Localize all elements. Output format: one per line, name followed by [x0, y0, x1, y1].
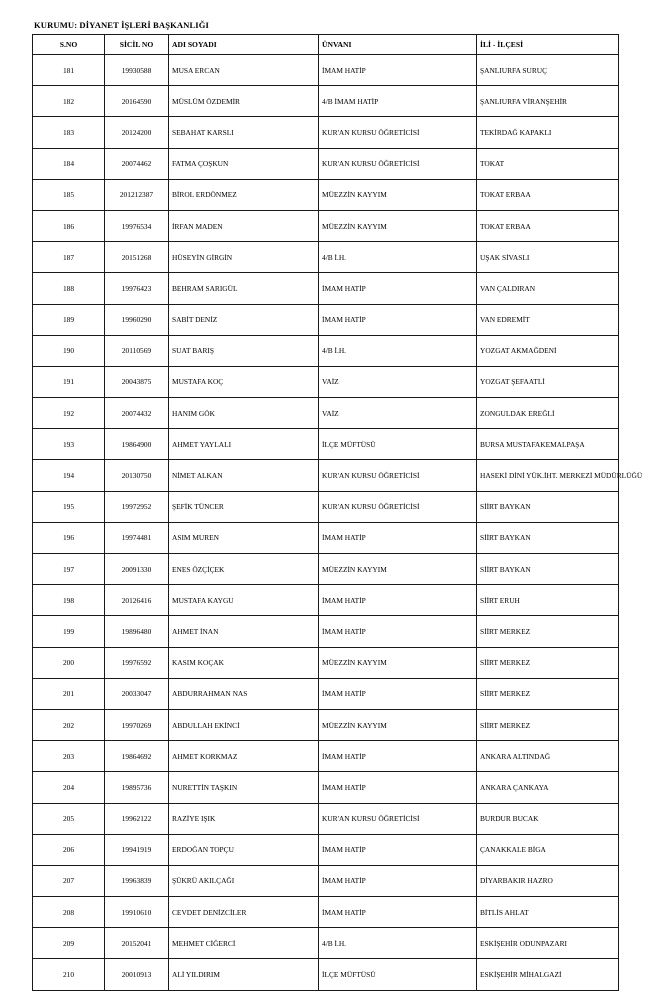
cell-province-district: SİİRT BAYKAN: [477, 491, 619, 522]
cell-province-district: DİYARBAKIR HAZRO: [477, 865, 619, 896]
cell-province-district: YOZGAT ŞEFAATLİ: [477, 366, 619, 397]
cell-title: 4/B İ.H.: [319, 928, 477, 959]
cell-name: SABİT DENİZ: [169, 304, 319, 335]
cell-sicil-no: 20126416: [105, 585, 169, 616]
cell-name: ERDOĞAN TOPÇU: [169, 834, 319, 865]
cell-sno: 204: [33, 772, 105, 803]
institution-title: KURUMU: DİYANET İŞLERİ BAŞKANLIĞI: [34, 20, 209, 30]
cell-name: HANIM GÖK: [169, 398, 319, 429]
cell-name: HÜSEYİN GİRGİN: [169, 242, 319, 273]
cell-province-district: HASEKİ DİNİ YÜK.İHT. MERKEZİ MÜDÜRLÜĞÜ: [477, 460, 619, 491]
cell-name: KASIM KOÇAK: [169, 647, 319, 678]
table-row: [33, 522, 619, 553]
cell-title: KUR'AN KURSU ÖĞRETİCİSİ: [319, 117, 477, 148]
cell-sno: 197: [33, 554, 105, 585]
table-row: [33, 803, 619, 834]
table-row: [33, 429, 619, 460]
cell-sicil-no: 19974481: [105, 522, 169, 553]
cell-province-district: TOKAT ERBAA: [477, 210, 619, 241]
cell-sicil-no: 20033047: [105, 678, 169, 709]
cell-name: MÜSLÜM ÖZDEMİR: [169, 86, 319, 117]
table-row: [33, 335, 619, 366]
cell-title: İMAM HATİP: [319, 897, 477, 928]
column-header-name: ADI SOYADI: [169, 35, 319, 55]
cell-sno: 183: [33, 117, 105, 148]
cell-title: VAİZ: [319, 398, 477, 429]
cell-province-district: ŞANLIURFA SURUÇ: [477, 55, 619, 86]
cell-sno: 189: [33, 304, 105, 335]
table-row: [33, 772, 619, 803]
table-row: [33, 678, 619, 709]
cell-province-district: ESKİŞEHİR MİHALGAZİ: [477, 959, 619, 990]
table-row: [33, 242, 619, 273]
cell-province-district: TEKİRDAĞ KAPAKLI: [477, 117, 619, 148]
cell-sicil-no: 20152041: [105, 928, 169, 959]
cell-name: BİROL ERDÖNMEZ: [169, 179, 319, 210]
cell-name: CEVDET DENİZCİLER: [169, 897, 319, 928]
cell-sicil-no: 19930588: [105, 55, 169, 86]
cell-title: MÜEZZİN KAYYIM: [319, 179, 477, 210]
cell-sno: 209: [33, 928, 105, 959]
cell-name: ALİ YILDIRIM: [169, 959, 319, 990]
cell-sicil-no: 19896480: [105, 616, 169, 647]
cell-sno: 186: [33, 210, 105, 241]
cell-title: İMAM HATİP: [319, 304, 477, 335]
cell-title: İMAM HATİP: [319, 55, 477, 86]
cell-province-district: SİİRT BAYKAN: [477, 522, 619, 553]
cell-sno: 188: [33, 273, 105, 304]
cell-province-district: VAN ÇALDIRAN: [477, 273, 619, 304]
column-header-sno: S.NO: [33, 35, 105, 55]
cell-name: FATMA ÇOŞKUN: [169, 148, 319, 179]
cell-sno: 185: [33, 179, 105, 210]
cell-name: ABDULLAH EKİNCİ: [169, 709, 319, 740]
cell-sno: 191: [33, 366, 105, 397]
cell-name: ENES ÖZÇİÇEK: [169, 554, 319, 585]
cell-province-district: ESKİŞEHİR ODUNPAZARI: [477, 928, 619, 959]
cell-name: MUSA ERCAN: [169, 55, 319, 86]
cell-name: MUSTAFA KOÇ: [169, 366, 319, 397]
cell-title: İMAM HATİP: [319, 522, 477, 553]
table-row: [33, 741, 619, 772]
table-header: [33, 35, 619, 55]
cell-sno: 190: [33, 335, 105, 366]
cell-name: ASIM MUREN: [169, 522, 319, 553]
cell-sicil-no: 20074462: [105, 148, 169, 179]
cell-name: ŞÜKRÜ AKILÇAĞI: [169, 865, 319, 896]
table-row: [33, 928, 619, 959]
cell-title: MÜEZZİN KAYYIM: [319, 554, 477, 585]
cell-sno: 198: [33, 585, 105, 616]
cell-province-district: YOZGAT AKMAĞDENİ: [477, 335, 619, 366]
cell-province-district: SİİRT MERKEZ: [477, 709, 619, 740]
cell-title: KUR'AN KURSU ÖĞRETİCİSİ: [319, 460, 477, 491]
cell-sicil-no: 20010913: [105, 959, 169, 990]
cell-sno: 196: [33, 522, 105, 553]
cell-province-district: VAN EDREMİT: [477, 304, 619, 335]
cell-sicil-no: 19972952: [105, 491, 169, 522]
column-header-sicil-no: SİCİL NO: [105, 35, 169, 55]
cell-title: İMAM HATİP: [319, 741, 477, 772]
cell-title: MÜEZZİN KAYYIM: [319, 647, 477, 678]
table-row: [33, 709, 619, 740]
cell-name: ŞEFİK TÜNCER: [169, 491, 319, 522]
cell-sno: 195: [33, 491, 105, 522]
cell-title: İLÇE MÜFTÜSÜ: [319, 429, 477, 460]
cell-sicil-no: 19864692: [105, 741, 169, 772]
cell-sicil-no: 20124200: [105, 117, 169, 148]
cell-province-district: ANKARA ÇANKAYA: [477, 772, 619, 803]
cell-sno: 205: [33, 803, 105, 834]
cell-title: KUR'AN KURSU ÖĞRETİCİSİ: [319, 491, 477, 522]
cell-sno: 184: [33, 148, 105, 179]
cell-sno: 181: [33, 55, 105, 86]
cell-sno: 201: [33, 678, 105, 709]
personnel-table: [32, 34, 643, 991]
table-row: [33, 460, 619, 491]
header-row: [33, 35, 619, 55]
table-row: [33, 398, 619, 429]
cell-province-district: UŞAK SİVASLI: [477, 242, 619, 273]
cell-title: İMAM HATİP: [319, 865, 477, 896]
table-body: [33, 55, 643, 991]
cell-sicil-no: 19895736: [105, 772, 169, 803]
cell-title: 4/B İMAM HATİP: [319, 86, 477, 117]
table-row: [33, 366, 619, 397]
cell-sno: 187: [33, 242, 105, 273]
cell-province-district: SİİRT MERKEZ: [477, 616, 619, 647]
cell-province-district: TOKAT: [477, 148, 619, 179]
cell-title: İMAM HATİP: [319, 678, 477, 709]
cell-title: İMAM HATİP: [319, 273, 477, 304]
cell-sno: 182: [33, 86, 105, 117]
cell-name: AHMET İNAN: [169, 616, 319, 647]
cell-sno: 206: [33, 834, 105, 865]
cell-province-district: ŞANLIURFA VİRANŞEHİR: [477, 86, 619, 117]
cell-sno: 200: [33, 647, 105, 678]
cell-sicil-no: 20164590: [105, 86, 169, 117]
table-row: [33, 865, 619, 896]
cell-name: MEHMET CİĞERCİ: [169, 928, 319, 959]
cell-sicil-no: 20074432: [105, 398, 169, 429]
cell-province-district: ZONGULDAK EREĞLİ: [477, 398, 619, 429]
cell-sno: 203: [33, 741, 105, 772]
cell-sicil-no: 20091330: [105, 554, 169, 585]
column-header-title: ÜNVANI: [319, 35, 477, 55]
cell-name: İRFAN MADEN: [169, 210, 319, 241]
table-row: [33, 554, 619, 585]
table-row: [33, 55, 619, 86]
table-row: [33, 585, 619, 616]
cell-title: MÜEZZİN KAYYIM: [319, 210, 477, 241]
cell-title: İMAM HATİP: [319, 772, 477, 803]
cell-title: KUR'AN KURSU ÖĞRETİCİSİ: [319, 148, 477, 179]
table-row: [33, 959, 619, 990]
cell-sno: 202: [33, 709, 105, 740]
table-row: [33, 179, 619, 210]
table-row: [33, 86, 619, 117]
cell-name: NURETTİN TAŞKIN: [169, 772, 319, 803]
cell-title: MÜEZZİN KAYYIM: [319, 709, 477, 740]
cell-sicil-no: 19910610: [105, 897, 169, 928]
cell-title: KUR'AN KURSU ÖĞRETİCİSİ: [319, 803, 477, 834]
cell-sno: 210: [33, 959, 105, 990]
cell-title: VAİZ: [319, 366, 477, 397]
cell-sicil-no: 19962122: [105, 803, 169, 834]
cell-province-district: ÇANAKKALE BİGA: [477, 834, 619, 865]
table-row: [33, 616, 619, 647]
cell-title: İLÇE MÜFTÜSÜ: [319, 959, 477, 990]
cell-sicil-no: 19941919: [105, 834, 169, 865]
cell-title: İMAM HATİP: [319, 834, 477, 865]
table-row: [33, 210, 619, 241]
cell-title: 4/B İ.H.: [319, 242, 477, 273]
cell-sno: 193: [33, 429, 105, 460]
cell-sicil-no: 19976592: [105, 647, 169, 678]
cell-sicil-no: 19976423: [105, 273, 169, 304]
cell-sicil-no: 201212387: [105, 179, 169, 210]
cell-name: BEHRAM SARIGÜL: [169, 273, 319, 304]
cell-sicil-no: 19976534: [105, 210, 169, 241]
cell-sicil-no: 19960290: [105, 304, 169, 335]
cell-name: RAZİYE IŞIK: [169, 803, 319, 834]
table-row: [33, 117, 619, 148]
cell-name: NİMET ALKAN: [169, 460, 319, 491]
cell-sno: 208: [33, 897, 105, 928]
cell-name: ABDURRAHMAN NAS: [169, 678, 319, 709]
table-row: [33, 897, 619, 928]
table-row: [33, 834, 619, 865]
cell-title: İMAM HATİP: [319, 585, 477, 616]
cell-name: SEBAHAT KARSLI: [169, 117, 319, 148]
cell-province-district: BURSA MUSTAFAKEMALPAŞA: [477, 429, 619, 460]
cell-sicil-no: 19970269: [105, 709, 169, 740]
cell-name: AHMET KORKMAZ: [169, 741, 319, 772]
table-row: [33, 647, 619, 678]
cell-sicil-no: 20110569: [105, 335, 169, 366]
cell-province-district: TOKAT ERBAA: [477, 179, 619, 210]
cell-name: MUSTAFA KAYGU: [169, 585, 319, 616]
cell-name: AHMET YAYLALI: [169, 429, 319, 460]
cell-name: SUAT BARIŞ: [169, 335, 319, 366]
cell-sicil-no: 19963839: [105, 865, 169, 896]
table-row: [33, 304, 619, 335]
cell-province-district: ANKARA ALTINDAĞ: [477, 741, 619, 772]
table-row: [33, 148, 619, 179]
table-row: [33, 273, 619, 304]
cell-title: 4/B İ.H.: [319, 335, 477, 366]
column-header-province-district: İLİ - İLÇESİ: [477, 35, 619, 55]
cell-province-district: SİİRT MERKEZ: [477, 678, 619, 709]
cell-province-district: SİİRT BAYKAN: [477, 554, 619, 585]
cell-province-district: SİİRT MERKEZ: [477, 647, 619, 678]
table-row: [33, 491, 619, 522]
cell-sicil-no: 20130750: [105, 460, 169, 491]
cell-title: İMAM HATİP: [319, 616, 477, 647]
cell-sicil-no: 20043875: [105, 366, 169, 397]
cell-sno: 192: [33, 398, 105, 429]
cell-province-district: BİTLİS AHLAT: [477, 897, 619, 928]
cell-province-district: BURDUR BUCAK: [477, 803, 619, 834]
cell-sicil-no: 19864900: [105, 429, 169, 460]
cell-sicil-no: 20151268: [105, 242, 169, 273]
cell-sno: 194: [33, 460, 105, 491]
cell-sno: 199: [33, 616, 105, 647]
cell-sno: 207: [33, 865, 105, 896]
cell-province-district: SİİRT ERUH: [477, 585, 619, 616]
